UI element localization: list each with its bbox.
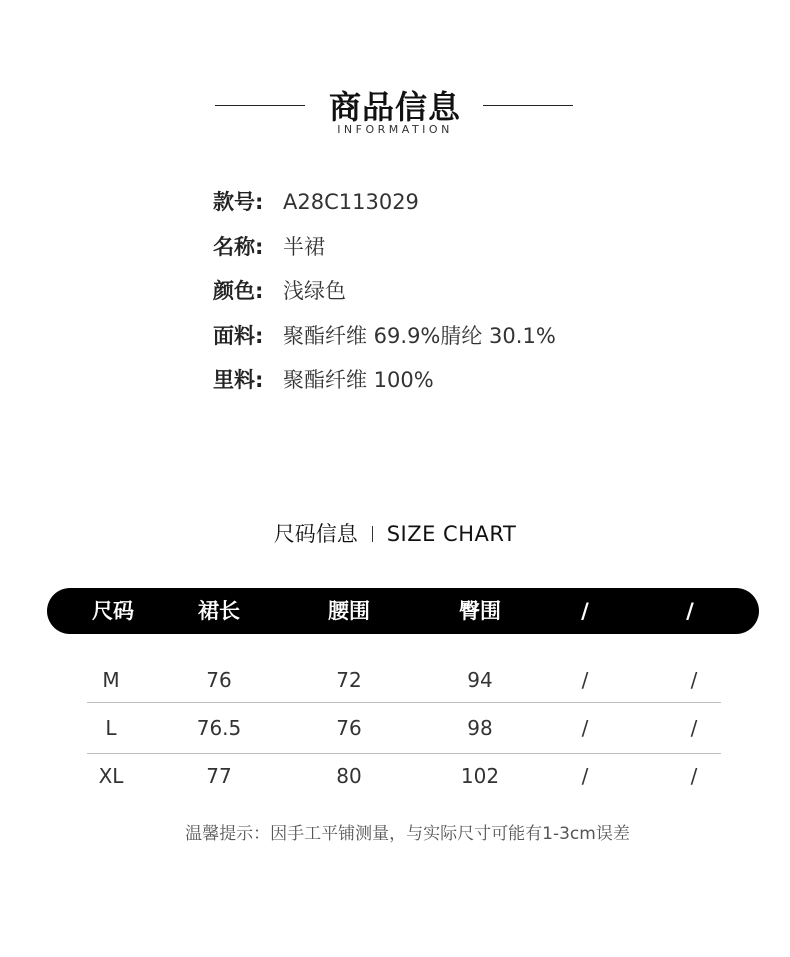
cell-empty: / — [581, 764, 589, 788]
cell-length: 77 — [206, 764, 232, 788]
info-label: 名称: — [213, 234, 264, 259]
info-row-fabric — [213, 320, 556, 365]
info-value: 半裙 — [283, 234, 325, 259]
info-value: 聚酯纤维 69.9%腈纶 30.1% — [283, 323, 556, 348]
measurement-note: 温馨提示：因手工平铺测量，与实际尺寸可能有1-3cm误差 — [185, 824, 630, 844]
info-row-style-no — [213, 186, 556, 231]
page-subtitle: INFORMATION — [337, 123, 453, 136]
column-header-waist: 腰围 — [328, 599, 370, 623]
info-value: 聚酯纤维 100% — [283, 368, 434, 392]
table-row — [0, 704, 790, 752]
cell-empty: / — [690, 668, 698, 692]
info-value: A28C113029 — [283, 190, 419, 214]
cell-size: M — [102, 668, 120, 692]
title-divider-left — [215, 105, 305, 106]
section-title — [0, 82, 790, 142]
size-chart-title-cn: 尺码信息 — [273, 522, 358, 546]
cell-empty: / — [581, 716, 589, 740]
column-header-length: 裙长 — [198, 599, 240, 623]
cell-hip: 94 — [467, 668, 493, 692]
info-row-name — [213, 231, 556, 276]
info-label: 款号: — [213, 190, 264, 214]
cell-hip: 102 — [460, 764, 500, 788]
column-header-size: 尺码 — [92, 599, 134, 623]
product-info — [213, 186, 556, 409]
cell-waist: 72 — [336, 668, 362, 692]
cell-empty: / — [690, 764, 698, 788]
table-row — [0, 656, 790, 704]
cell-waist: 76 — [336, 716, 362, 740]
cell-length: 76.5 — [196, 716, 242, 740]
cell-size: XL — [98, 764, 124, 788]
cell-length: 76 — [206, 668, 232, 692]
column-header-empty: / — [581, 599, 589, 623]
info-row-color — [213, 275, 556, 320]
heading-separator — [372, 526, 373, 542]
cell-empty: / — [581, 668, 589, 692]
info-label: 里料: — [213, 368, 264, 392]
size-table-header — [47, 588, 759, 634]
column-header-empty: / — [686, 599, 694, 623]
cell-waist: 80 — [336, 764, 362, 788]
row-divider — [87, 702, 721, 703]
cell-size: L — [105, 716, 117, 740]
info-label: 颜色: — [213, 279, 264, 303]
column-header-hip: 臀围 — [459, 599, 501, 623]
cell-empty: / — [690, 716, 698, 740]
info-label: 面料: — [213, 323, 264, 348]
title-divider-right — [483, 105, 573, 106]
info-value: 浅绿色 — [283, 279, 346, 303]
table-row — [0, 752, 790, 800]
size-chart-title-en: SIZE CHART — [386, 522, 517, 546]
info-row-lining — [213, 364, 556, 409]
size-chart-heading — [0, 518, 790, 548]
page-title: 商品信息 — [328, 88, 461, 126]
cell-hip: 98 — [467, 716, 493, 740]
